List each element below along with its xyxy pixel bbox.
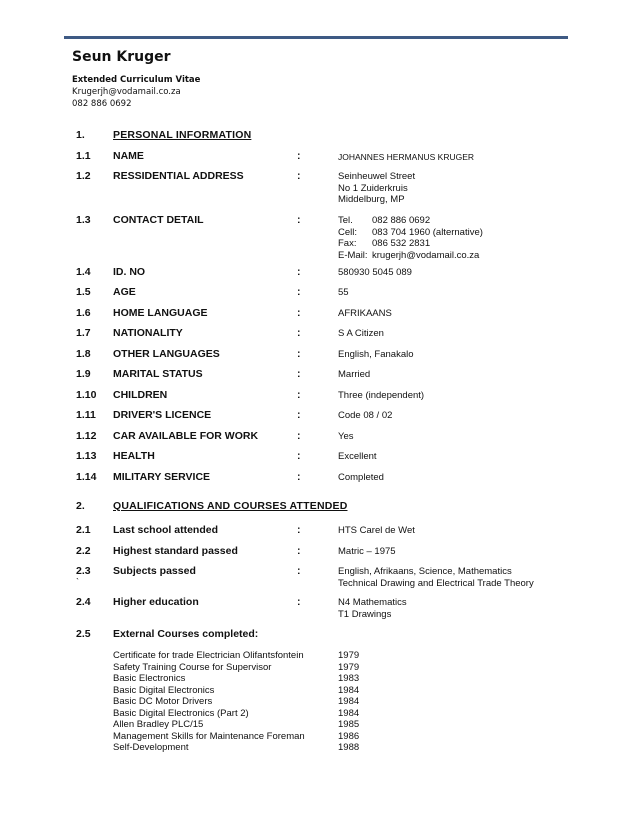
- field-value: English, Fanakalo: [338, 349, 414, 360]
- section-number: 1.: [76, 129, 85, 141]
- field-value: Married: [338, 369, 371, 380]
- course-item: [113, 707, 360, 720]
- field-value: AFRIKAANS: [338, 308, 392, 319]
- field-value: Excellent: [338, 451, 377, 462]
- course-name: Allen Bradley PLC/15: [113, 719, 204, 730]
- field-label: HOME LANGUAGE: [113, 307, 208, 319]
- field-colon: :: [297, 524, 301, 536]
- course-item: [113, 742, 360, 754]
- field-number: 1.9: [76, 368, 91, 380]
- course-item: [113, 719, 360, 731]
- header-rule: [64, 36, 568, 39]
- field-label: DRIVER'S LICENCE: [113, 409, 212, 421]
- field-label: MARITAL STATUS: [113, 368, 203, 380]
- course-year: 1984: [338, 696, 360, 707]
- field-value: 580930 5045 089: [338, 267, 412, 278]
- field-colon: :: [297, 307, 301, 319]
- subjects-line: English, Afrikaans, Science, Mathematics: [338, 566, 512, 577]
- field-colon: :: [297, 409, 301, 421]
- contact-email: E-Mail: krugerjh@vodamail.co.za: [338, 249, 480, 261]
- field-number: 1.10: [76, 389, 97, 401]
- field-value: S A Citizen: [338, 328, 384, 339]
- field-number: 1.11: [76, 409, 96, 421]
- course-item: [113, 661, 360, 674]
- course-name: Certificate for trade Electrician Olifantsfontein: [113, 650, 304, 661]
- contact-tel: Tel. 082 886 0692: [338, 215, 431, 226]
- courses-list: [113, 650, 360, 754]
- field-label: AGE: [113, 286, 136, 298]
- field-value-contact: [338, 215, 483, 261]
- field-colon: :: [297, 450, 301, 462]
- subjects-line: Technical Drawing and Electrical Trade Theory: [338, 577, 534, 589]
- cv-header: [72, 48, 200, 110]
- course-year: 1979: [338, 650, 360, 661]
- field-label: MILITARY SERVICE: [113, 471, 211, 483]
- higher-education-line: T1 Drawings: [338, 608, 392, 620]
- stray-mark: `: [76, 577, 79, 587]
- document-title: Extended Curriculum Vitae: [72, 75, 201, 85]
- field-value: JOHANNES HERMANUS KRUGER: [338, 152, 475, 162]
- field-label: RESSIDENTIAL ADDRESS: [113, 170, 244, 182]
- course-name: Safety Training Course for Supervisor: [113, 661, 272, 673]
- field-label: Subjects passed: [113, 565, 196, 577]
- field-label: NATIONALITY: [113, 327, 183, 339]
- field-colon: :: [297, 596, 301, 608]
- field-number: 1.3: [76, 214, 91, 226]
- field-label: CAR AVAILABLE FOR WORK: [113, 430, 259, 442]
- course-item: [113, 650, 360, 662]
- field-colon: :: [297, 214, 301, 226]
- field-value-subjects: [338, 566, 534, 589]
- course-item: [113, 730, 360, 743]
- header-email: Krugerjh@vodamail.co.za: [72, 87, 181, 97]
- field-value: Yes: [338, 431, 354, 442]
- course-name: Management Skills for Maintenance Foreman: [113, 730, 305, 742]
- field-number: 1.4: [76, 266, 91, 278]
- field-value: Completed: [338, 472, 384, 483]
- field-label: Last school attended: [113, 524, 219, 536]
- field-colon: :: [297, 389, 301, 401]
- field-number: 1.2: [76, 170, 91, 182]
- field-colon: :: [297, 430, 301, 442]
- course-year: 1988: [338, 742, 360, 753]
- field-colon: :: [297, 286, 301, 298]
- field-colon: :: [297, 565, 301, 577]
- course-name: Basic Digital Electronics: [113, 684, 215, 696]
- field-value-address: [338, 171, 415, 206]
- field-value: HTS Carel de Wet: [338, 525, 415, 536]
- course-year: 1984: [338, 707, 360, 719]
- header-phone: 082 886 0692: [72, 99, 132, 109]
- course-name: Basic Digital Electronics (Part 2): [113, 707, 249, 719]
- field-value-higher-education: [338, 597, 407, 620]
- field-value: Matric – 1975: [338, 546, 396, 557]
- address-line: No 1 Zuiderkruis: [338, 182, 408, 194]
- address-line: Middelburg, MP: [338, 194, 405, 205]
- field-label: External Courses completed:: [113, 628, 259, 640]
- field-value: Code 08 / 02: [338, 410, 393, 421]
- course-item: [113, 696, 360, 708]
- course-year: 1986: [338, 730, 360, 742]
- field-number: 1.13: [76, 450, 97, 462]
- field-number: 2.2: [76, 545, 91, 557]
- section-number: 2.: [76, 500, 85, 512]
- contact-fax: Fax: 086 532 2831: [338, 238, 431, 249]
- section-title: QUALIFICATIONS AND COURSES ATTENDED: [113, 500, 348, 512]
- field-number: 2.1: [76, 524, 91, 536]
- course-name: Basic Electronics: [113, 673, 186, 684]
- field-label: OTHER LANGUAGES: [113, 348, 220, 360]
- address-line: Seinheuwel Street: [338, 171, 416, 182]
- section-title: PERSONAL INFORMATION: [113, 129, 252, 141]
- course-year: 1979: [338, 661, 360, 673]
- candidate-name: Seun Kruger: [72, 49, 171, 65]
- field-colon: :: [297, 266, 301, 278]
- field-label: ID. NO: [113, 266, 146, 278]
- field-number: 1.1: [76, 150, 91, 162]
- field-number: 1.7: [76, 327, 91, 339]
- field-number: 2.4: [76, 596, 91, 608]
- course-year: 1985: [338, 719, 360, 730]
- field-colon: :: [297, 471, 301, 483]
- course-name: Self-Development: [113, 742, 189, 753]
- field-number: 1.5: [76, 286, 91, 298]
- field-colon: :: [297, 170, 301, 182]
- higher-education-line: N4 Mathematics: [338, 597, 407, 608]
- field-colon: :: [297, 348, 301, 360]
- contact-cell: Cell: 083 704 1960 (alternative): [338, 226, 483, 238]
- field-number: 1.8: [76, 348, 91, 360]
- field-number: 1.14: [76, 471, 97, 483]
- field-label: Highest standard passed: [113, 545, 238, 557]
- course-year: 1984: [338, 684, 360, 696]
- field-colon: :: [297, 327, 301, 339]
- course-name: Basic DC Motor Drivers: [113, 696, 213, 707]
- field-number: 2.5: [76, 628, 91, 640]
- field-colon: :: [297, 150, 301, 162]
- field-label: NAME: [113, 150, 144, 162]
- field-label: CHILDREN: [113, 389, 168, 401]
- field-value: Three (independent): [338, 390, 425, 401]
- course-item: [113, 684, 360, 697]
- field-number: 1.6: [76, 307, 91, 319]
- course-year: 1983: [338, 673, 360, 684]
- field-number: 2.3: [76, 565, 91, 577]
- field-number: 1.12: [76, 430, 97, 442]
- field-label: Higher education: [113, 596, 199, 608]
- field-label: HEALTH: [113, 450, 155, 462]
- field-value: 55: [338, 287, 349, 298]
- field-label: CONTACT DETAIL: [113, 214, 204, 226]
- field-colon: :: [297, 545, 301, 557]
- field-colon: :: [297, 368, 301, 380]
- course-item: [113, 673, 360, 685]
